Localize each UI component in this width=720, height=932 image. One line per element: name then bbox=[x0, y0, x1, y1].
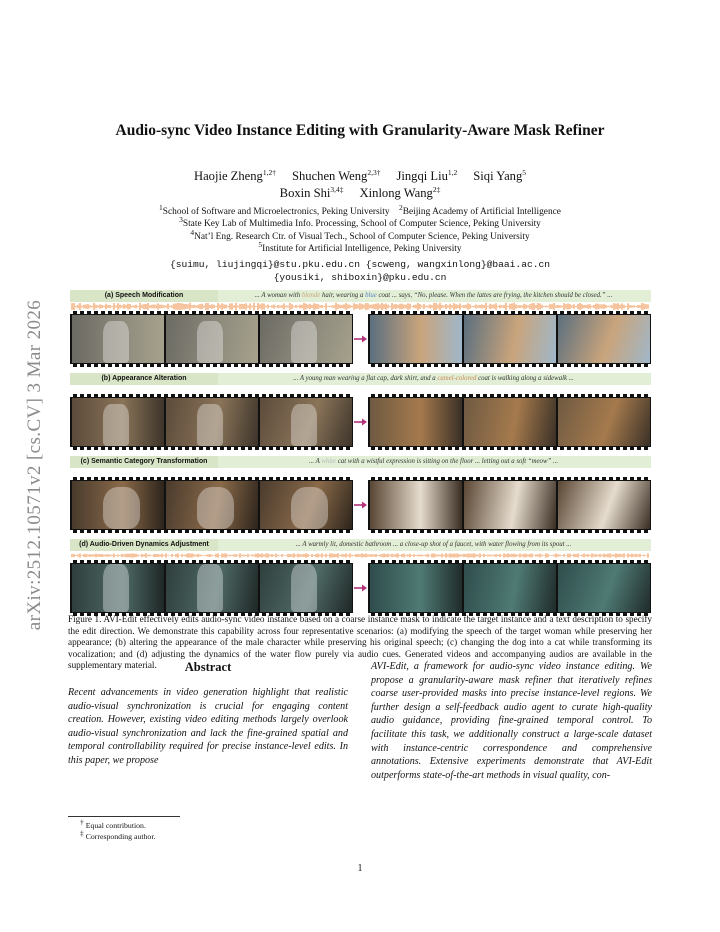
prompt-segment: coat is walking along a sidewalk ... bbox=[476, 375, 574, 382]
footnote-corresponding: ‡ Corresponding author. bbox=[80, 827, 156, 841]
scenario-label: (b) Appearance Alteration bbox=[70, 373, 218, 385]
author-name: Haojie Zheng bbox=[193, 169, 263, 183]
author-line-2 bbox=[60, 185, 660, 202]
video-frame bbox=[558, 315, 650, 363]
abstract-heading: Abstract bbox=[184, 660, 232, 674]
affiliation-line bbox=[60, 202, 660, 218]
author-mark: 1,2† bbox=[262, 167, 276, 177]
film-perforation bbox=[368, 477, 651, 480]
author-name: Siqi Yang bbox=[473, 169, 523, 183]
author-mark: 2‡ bbox=[432, 184, 441, 194]
figure-1 bbox=[70, 290, 651, 616]
video-frame bbox=[464, 564, 556, 612]
affiliation-line bbox=[60, 227, 660, 243]
author-name: Boxin Shi bbox=[279, 186, 331, 200]
frame-row bbox=[70, 560, 651, 616]
film-perforation bbox=[368, 311, 651, 314]
film-perforation bbox=[70, 477, 353, 480]
prompt-segment: coat ... says, “No, please. When the lattes are frying, the kitchen should be closed.” ... bbox=[376, 292, 613, 299]
video-frame bbox=[166, 398, 258, 446]
prompt-segment: cat with a wistful expression is sitting on the floor ... letting out a soft “meow” ... bbox=[336, 458, 559, 465]
video-frame bbox=[464, 398, 556, 446]
author-name: Shuchen Weng bbox=[291, 169, 368, 183]
affiliation-line bbox=[60, 240, 660, 255]
edited-frames bbox=[368, 477, 651, 533]
arrow-right-icon bbox=[353, 333, 368, 345]
video-frame bbox=[558, 481, 650, 529]
video-frame bbox=[370, 315, 462, 363]
affiliation-mark: 4 bbox=[190, 227, 195, 237]
prompt-segment: ... A young man wearing a flat cap, dark shirt, and a bbox=[293, 375, 438, 382]
frame-row bbox=[70, 394, 651, 450]
figure-caption: Figure 1. AVI-Edit effectively edits audio-sync video instance based on a coarse instance mask to indicate the target instance and a text description to specify the edit direction. We demonstrate this capability across four representative scenarios: (a) modifying the speech of the target woman while preserving her appearance; (b) altering the appearance of the male character while preserving his original speech; (c) changing the dog into a cat while transforming its vocalization; and (d) adjusting the dynamics of the water flow purely via audio cues. Generated videos and accompanying audios are available in the supplementary material. bbox=[68, 614, 652, 670]
arrow-right-icon bbox=[353, 416, 368, 428]
affiliation-text: School of Software and Microelectronics, Peking University bbox=[162, 207, 390, 217]
author-line-1 bbox=[60, 168, 660, 185]
prompt-segment: ... A woman with bbox=[254, 292, 302, 299]
waveform-track bbox=[70, 468, 651, 477]
author-mark: 2,3† bbox=[367, 167, 381, 177]
page-number: 1 bbox=[357, 863, 363, 874]
film-perforation bbox=[70, 560, 353, 563]
scenario-label: (c) Semantic Category Transformation bbox=[70, 456, 218, 468]
instance-mask bbox=[291, 564, 317, 612]
author-name: Xinlong Wang bbox=[359, 186, 433, 200]
video-frame bbox=[166, 315, 258, 363]
video-frame bbox=[260, 481, 352, 529]
film-perforation bbox=[70, 447, 353, 450]
arxiv-id: arXiv:2512.10571v2 [cs.CV] 3 Mar 2026 bbox=[24, 299, 45, 631]
author-mark: 5 bbox=[522, 167, 527, 177]
film-perforation bbox=[368, 560, 651, 563]
scenario-label: (a) Speech Modification bbox=[70, 290, 218, 302]
prompt-segment: hair, wearing a bbox=[320, 292, 366, 299]
audio-waveform bbox=[70, 551, 651, 560]
video-frame bbox=[166, 481, 258, 529]
frame-row bbox=[70, 477, 651, 533]
edited-frames bbox=[368, 394, 651, 450]
input-frames bbox=[70, 477, 353, 533]
prompt-segment: blonde bbox=[301, 292, 321, 299]
scenario-label: (d) Audio-Driven Dynamics Adjustment bbox=[70, 539, 218, 551]
author bbox=[292, 169, 380, 183]
video-frame bbox=[260, 315, 352, 363]
film-perforation bbox=[70, 311, 353, 314]
scenario-prompt bbox=[220, 290, 647, 302]
abstract-text-left: Recent advancements in video generation highlight that realistic audio-visual synchronization is crucial for engaging content creation. However, existing video editing methods largely overlook audio-visual synchronization and lack the fine-grained spatial and temporal controllability required for precise instance-level edits. In this paper, we propose bbox=[68, 687, 348, 766]
film-perforation bbox=[368, 447, 651, 450]
instance-mask bbox=[291, 487, 328, 529]
video-frame bbox=[558, 564, 650, 612]
waveform-track bbox=[70, 302, 651, 311]
abstract-text-right: AVI-Edit, a framework for audio-sync video instance editing. We propose a granularity-aware mask refiner that iteratively refines coarse user-provided masks into precise instance-level regions. We further design a self-feedback audio agent to curate high-quality audio guidance, providing fine-grained temporal control. To facilitate this task, we additionally construct a large-scale dataset with instance-centric correspondence and comprehensive annotations. Extensive experiments demonstrate that AVI-Edit outperforms state-of-the-art methods in visual quality, con- bbox=[371, 661, 652, 781]
video-frame bbox=[72, 315, 164, 363]
scenario-bar bbox=[70, 290, 651, 302]
video-frame bbox=[464, 315, 556, 363]
affiliation-text: Nat’l Eng. Research Ctr. of Visual Tech., School of Computer Science, Peking University bbox=[194, 231, 530, 242]
instance-mask bbox=[291, 404, 317, 446]
author bbox=[360, 186, 441, 200]
edited-frames bbox=[368, 311, 651, 367]
footnote-rule bbox=[68, 816, 180, 817]
affiliation-text: Institute for Artificial Intelligence, Peking University bbox=[262, 244, 462, 255]
film-perforation bbox=[368, 364, 651, 367]
instance-mask bbox=[197, 487, 234, 529]
input-frames bbox=[70, 560, 353, 616]
video-frame bbox=[370, 481, 462, 529]
scenario-bar bbox=[70, 539, 651, 551]
affiliation-mark: 5 bbox=[258, 240, 263, 250]
email-line: {yousiki, shiboxin}@pku.edu.cn bbox=[273, 272, 447, 283]
author-mark: 1,2 bbox=[447, 167, 458, 177]
instance-mask bbox=[197, 564, 223, 612]
waveform-track bbox=[70, 385, 651, 394]
paper-title: Audio-sync Video Instance Editing with Granularity-Aware Mask Refiner bbox=[115, 122, 605, 139]
input-frames bbox=[70, 311, 353, 367]
author bbox=[396, 169, 457, 183]
edited-frames bbox=[368, 560, 651, 616]
author bbox=[280, 186, 344, 200]
instance-mask bbox=[103, 487, 140, 529]
author-list bbox=[60, 168, 660, 202]
scenario-bar bbox=[70, 456, 651, 468]
film-perforation bbox=[368, 530, 651, 533]
affiliations bbox=[60, 202, 660, 256]
video-frame bbox=[558, 398, 650, 446]
video-frame bbox=[370, 564, 462, 612]
prompt-segment: ... A bbox=[308, 458, 322, 465]
author bbox=[473, 169, 526, 183]
film-perforation bbox=[70, 394, 353, 397]
video-frame bbox=[72, 564, 164, 612]
prompt-segment: blue bbox=[365, 292, 377, 299]
video-frame bbox=[72, 398, 164, 446]
author-name: Jingqi Liu bbox=[396, 169, 448, 183]
affiliation-mark: 3 bbox=[179, 215, 183, 225]
instance-mask bbox=[291, 321, 317, 363]
author-mark: 3,4‡ bbox=[330, 184, 344, 194]
arrow-right-icon bbox=[353, 499, 368, 511]
video-frame bbox=[260, 398, 352, 446]
affiliation-text: Beijing Academy of Artificial Intelligence bbox=[402, 207, 561, 217]
scenario-prompt bbox=[220, 539, 647, 551]
arxiv-side-stamp bbox=[24, 270, 46, 660]
affiliation-line bbox=[60, 215, 660, 230]
video-frame bbox=[72, 481, 164, 529]
film-perforation bbox=[368, 394, 651, 397]
video-frame bbox=[166, 564, 258, 612]
emails bbox=[60, 258, 660, 284]
scenario-prompt bbox=[220, 456, 647, 468]
prompt-segment: ... A warmly lit, domestic bathroom ... a close-up shot of a faucet, with water flowing from its spout ... bbox=[295, 541, 572, 548]
footnotes bbox=[80, 817, 156, 842]
instance-mask bbox=[103, 404, 129, 446]
scenario-bar bbox=[70, 373, 651, 385]
affiliation-text: State Key Lab of Multimedia Info. Processing, School of Computer Science, Peking University bbox=[182, 219, 541, 230]
affiliation-mark: 2 bbox=[398, 202, 403, 212]
waveform-track bbox=[70, 551, 651, 560]
video-frame bbox=[464, 481, 556, 529]
video-frame bbox=[370, 398, 462, 446]
prompt-segment: white bbox=[321, 458, 337, 465]
instance-mask bbox=[103, 564, 129, 612]
instance-mask bbox=[197, 404, 223, 446]
scenario-prompt bbox=[220, 373, 647, 385]
film-perforation bbox=[70, 364, 353, 367]
arrow-right-icon bbox=[353, 582, 368, 594]
film-perforation bbox=[70, 530, 353, 533]
author bbox=[194, 169, 276, 183]
video-frame bbox=[260, 564, 352, 612]
instance-mask bbox=[103, 321, 129, 363]
audio-waveform bbox=[70, 302, 651, 311]
input-frames bbox=[70, 394, 353, 450]
footnote-equal: † Equal contribution. bbox=[80, 817, 146, 830]
frame-row bbox=[70, 311, 651, 367]
instance-mask bbox=[197, 321, 223, 363]
prompt-segment: camel-colored bbox=[437, 375, 477, 382]
affiliation-mark: 1 bbox=[159, 202, 163, 212]
email-line: {suimu, liujingqi}@stu.pku.edu.cn {scweng, wangxinlong}@baai.ac.cn bbox=[170, 259, 550, 270]
